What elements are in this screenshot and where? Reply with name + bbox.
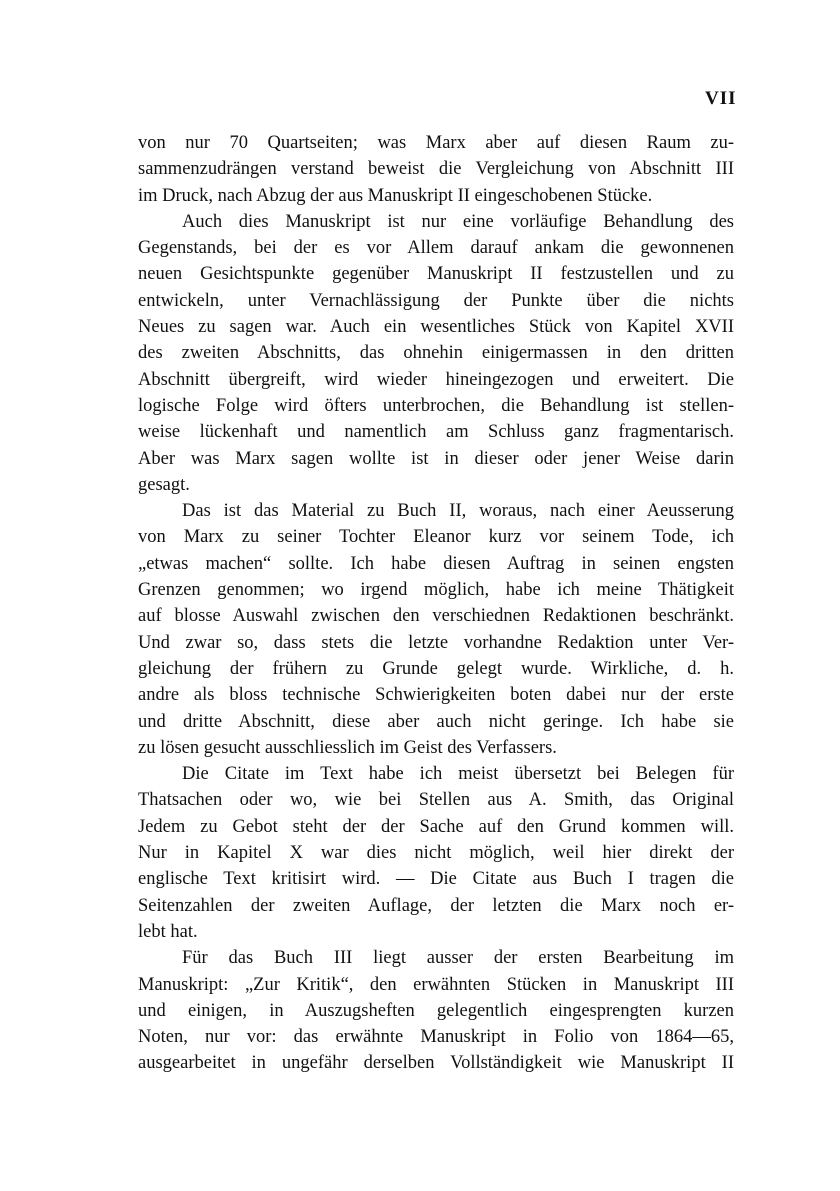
text-line: von nur 70 Quartseiten; was Marx aber auf diesen Raum zu- (138, 133, 734, 153)
text-line: Und zwar so, dass stets die letzte vorhandne Redaktion unter Ver- (138, 632, 734, 653)
text-line: Nur in Kapitel X war dies nicht möglich, weil hier direkt der (138, 843, 734, 864)
text-line: englische Text kritisirt wird. — Die Citate aus Buch I tragen die (138, 869, 734, 890)
text-line: neuen Gesichtspunkte gegenüber Manuskript II festzustellen und zu (138, 264, 734, 285)
text-line: gleichung der frühern zu Grunde gelegt wurde. Wirkliche, d. h. (138, 658, 734, 679)
text-line: Das ist das Material zu Buch II, woraus, nach einer Aeusserung (182, 501, 734, 522)
text-line: Seitenzahlen der zweiten Auflage, der letzten die Marx noch er- (138, 895, 734, 916)
text-line: und einigen, in Auszugsheften gelegentlich eingesprengten kurzen (138, 1000, 734, 1021)
text-line: Thatsachen oder wo, wie bei Stellen aus A. Smith, das Original (138, 790, 734, 811)
text-line: Gegenstands, bei der es vor Allem darauf ankam die gewonnenen (138, 238, 734, 259)
text-line: des zweiten Abschnitts, das ohnehin einigermassen in den dritten (138, 343, 734, 364)
text-line: ausgearbeitet in ungefähr derselben Vollständigkeit wie Manuskript II (138, 1053, 734, 1074)
text-line: andre als bloss technische Schwierigkeiten boten dabei nur der erste (138, 685, 734, 706)
body-text (138, 130, 734, 1077)
text-line: Die Citate im Text habe ich meist übersetzt bei Belegen für (182, 764, 734, 785)
text-line: Abschnitt übergreift, wird wieder hineingezogen und erweitert. Die (138, 369, 734, 390)
text-line: Aber was Marx sagen wollte ist in dieser oder jener Weise darin (138, 448, 734, 469)
text-line: Manuskript: „Zur Kritik“, den erwähnten Stücken in Manuskript III (138, 974, 734, 995)
text-line: logische Folge wird öfters unterbrochen, die Behandlung ist stellen- (138, 395, 734, 416)
text-line: gesagt. (138, 474, 190, 495)
text-line: Auch dies Manuskript ist nur eine vorläufige Behandlung des (182, 211, 734, 232)
text-line: entwickeln, unter Vernachlässigung der Punkte über die nichts (138, 290, 734, 311)
text-line: im Druck, nach Abzug der aus Manuskript II eingeschobenen Stücke. (138, 185, 653, 206)
text-line: „etwas machen“ sollte. Ich habe diesen Auftrag in seinen engsten (138, 553, 734, 574)
text-line: Neues zu sagen war. Auch ein wesentliches Stück von Kapitel XVII (138, 317, 734, 338)
text-line: Jedem zu Gebot steht der der Sache auf den Grund kommen will. (138, 816, 734, 837)
text-line: zu lösen gesucht ausschliesslich im Geist des Verfassers. (138, 737, 557, 758)
text-line: Grenzen genommen; wo irgend möglich, habe ich meine Thätigkeit (138, 580, 734, 601)
text-line: Noten, nur vor: das erwähnte Manuskript in Folio von 1864—65, (138, 1027, 734, 1048)
text-line: auf blosse Auswahl zwischen den verschiednen Redaktionen beschränkt. (138, 606, 734, 627)
text-line: von Marx zu seiner Tochter Eleanor kurz vor seinem Tode, ich (138, 527, 734, 548)
text-line: sammenzudrängen verstand beweist die Vergleichung von Abschnitt III (138, 159, 734, 180)
text-line: lebt hat. (138, 921, 198, 942)
page-number: VII (705, 88, 737, 109)
text-line: Für das Buch III liegt ausser der ersten Bearbeitung im (182, 948, 734, 969)
text-line: und dritte Abschnitt, diese aber auch nicht geringe. Ich habe sie (138, 711, 734, 732)
text-line: weise lückenhaft und namentlich am Schluss ganz fragmentarisch. (138, 422, 734, 443)
